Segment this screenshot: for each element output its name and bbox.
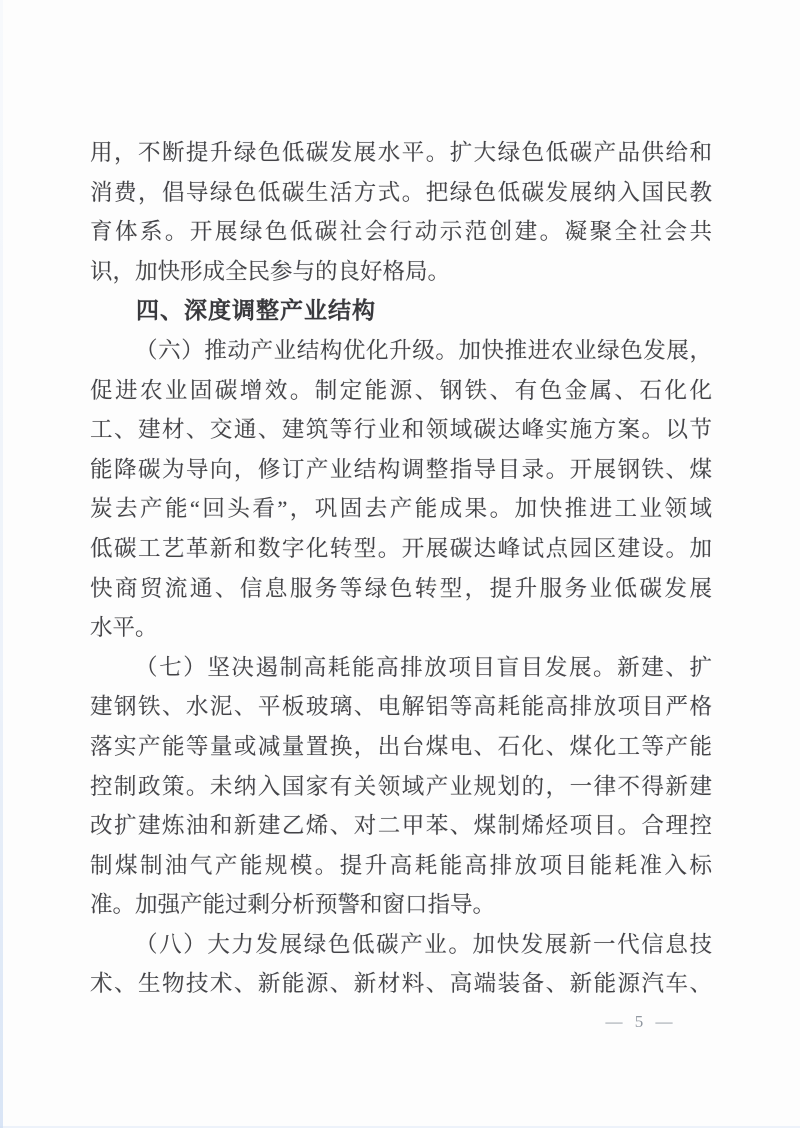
text-line: 水平。 xyxy=(90,615,158,641)
text-line: 快商贸流通、信息服务等绿色转型，提升服务业低碳发展 xyxy=(90,575,712,601)
text-line: 育体系。开展绿色低碳社会行动示范创建。凝聚全社会共 xyxy=(90,219,712,245)
text-line: 工、建材、交通、建筑等行业和领域碳达峰实施方案。以节 xyxy=(90,417,712,443)
text-line: 能降碳为导向，修订产业结构调整指导目录。开展钢铁、煤 xyxy=(90,456,712,482)
text-line: 促进农业固碳增效。制定能源、钢铁、有色金属、石化化 xyxy=(90,377,712,403)
text-line: 改扩建炼油和新建乙烯、对二甲苯、煤制烯烃项目。合理控 xyxy=(90,813,712,839)
text-line: 炭去产能“回头看”，巩固去产能成果。加快推进工业领域 xyxy=(90,496,712,522)
text-line: （八）大力发展绿色低碳产业。加快发展新一代信息技 xyxy=(135,931,712,957)
scan-edge-artifact-left xyxy=(0,0,3,1128)
text-line: 低碳工艺革新和数字化转型。开展碳达峰试点园区建设。加 xyxy=(90,535,712,561)
text-line: 术、生物技术、新能源、新材料、高端装备、新能源汽车、 xyxy=(90,971,712,997)
document-text-block xyxy=(90,133,712,1004)
section-heading: 四、深度调整产业结构 xyxy=(136,297,376,324)
page-number: — 5 — xyxy=(605,1012,677,1031)
text-line: 落实产能等量或减量置换，出台煤电、石化、煤化工等产能 xyxy=(90,733,712,759)
text-line: 制煤制油气产能规模。提升高耗能高排放项目能耗准入标 xyxy=(90,852,712,878)
text-line: （七）坚决遏制高耗能高排放项目盲目发展。新建、扩 xyxy=(135,654,712,680)
text-line: 消费，倡导绿色低碳生活方式。把绿色低碳发展纳入国民教 xyxy=(90,179,712,205)
text-line: 用，不断提升绿色低碳发展水平。扩大绿色低碳产品供给和 xyxy=(90,140,712,165)
text-line: 识，加快形成全民参与的良好格局。 xyxy=(90,258,451,284)
text-line: 建钢铁、水泥、平板玻璃、电解铝等高耗能高排放项目严格 xyxy=(90,694,712,720)
text-line: （六）推动产业结构优化升级。加快推进农业绿色发展， xyxy=(135,337,712,363)
text-line: 准。加强产能过剩分析预警和窗口指导。 xyxy=(90,892,496,918)
text-line: 控制政策。未纳入国家有关领域产业规划的，一律不得新建 xyxy=(90,773,712,799)
